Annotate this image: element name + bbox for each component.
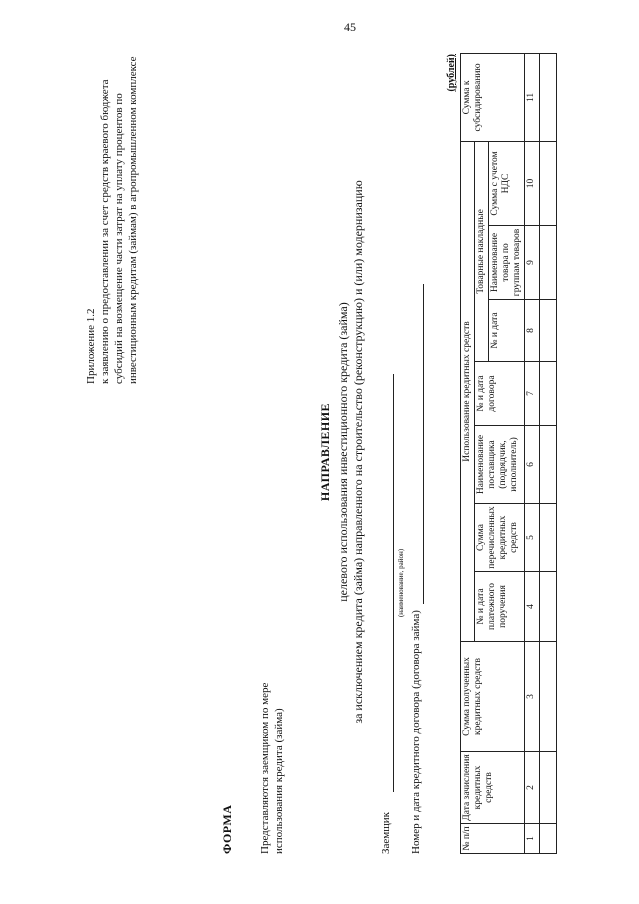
contract-label: Номер и дата кредитного договора (договора займа) xyxy=(410,610,422,854)
column-number: 3 xyxy=(525,642,540,752)
header-goods: Наименование товара по группам товаров xyxy=(489,226,525,300)
form-label: ФОРМА xyxy=(220,804,234,854)
borrower-label: Заемщик xyxy=(380,812,392,854)
borrower-field-line xyxy=(393,374,394,792)
page-number: 45 xyxy=(344,20,356,34)
appendix-title: Приложение 1.2 xyxy=(85,308,97,384)
header-invoices-group: Товарные накладные xyxy=(475,141,489,361)
document-title: НАПРАВЛЕНИЕ xyxy=(318,402,332,502)
column-number: 11 xyxy=(525,53,540,141)
header-usage-group: Использование кредитных средств xyxy=(461,141,475,641)
column-number: 4 xyxy=(525,572,540,642)
units-label: (рублей) xyxy=(446,54,457,92)
column-number: 2 xyxy=(525,752,540,824)
header-subsidy: Сумма к субсидированию xyxy=(461,53,525,141)
column-number: 9 xyxy=(525,226,540,300)
header-payment: № и дата платежного поручения xyxy=(475,572,525,642)
appendix-text: к заявлению о предоставлении за счет средств краевого бюджета субсидий на возмещение части затрат на уплату процентов по инвестиционным кредитам (займам) в агропромышленном комплексе xyxy=(99,56,139,384)
header-contract-no: № и дата договора xyxy=(475,362,525,426)
header-sum-received: Сумма полученных кредитных средств xyxy=(461,642,525,752)
rotated-page xyxy=(0,10,639,894)
header-sum-vat: Сумма с учетом НДС xyxy=(489,141,525,225)
column-number: 10 xyxy=(525,141,540,225)
appendix-note xyxy=(84,44,140,384)
header-num: № п/п xyxy=(461,824,525,854)
column-number: 6 xyxy=(525,426,540,504)
borrower-hint: (наименование, район) xyxy=(397,548,405,618)
column-numbers-row xyxy=(525,53,540,853)
table-header-row xyxy=(461,53,475,853)
header-invoice-no: № и дата xyxy=(489,300,525,362)
column-number: 5 xyxy=(525,504,540,572)
column-number: 1 xyxy=(525,824,540,854)
contract-field-line xyxy=(423,284,424,604)
header-sum-transferred: Сумма перечисленных кредитных средств xyxy=(475,504,525,572)
usage-table xyxy=(460,53,557,854)
presented-by-note: Представляются заемщиком по мере использования кредита (займа) xyxy=(259,682,285,854)
header-date: Дата зачисления кредитных средств xyxy=(461,752,525,824)
column-number: 8 xyxy=(525,300,540,362)
table-row xyxy=(540,53,557,853)
document-subtitle-2: за исключением кредита (займа) направленного на строительство (реконструкцию) и (или) модернизацию xyxy=(351,180,365,724)
document-subtitle-1: целевого использования инвестиционного кредита (займа) xyxy=(336,302,350,602)
column-number: 7 xyxy=(525,362,540,426)
header-supplier: Наименование поставщика (подрядчик, исполнитель) xyxy=(475,426,525,504)
